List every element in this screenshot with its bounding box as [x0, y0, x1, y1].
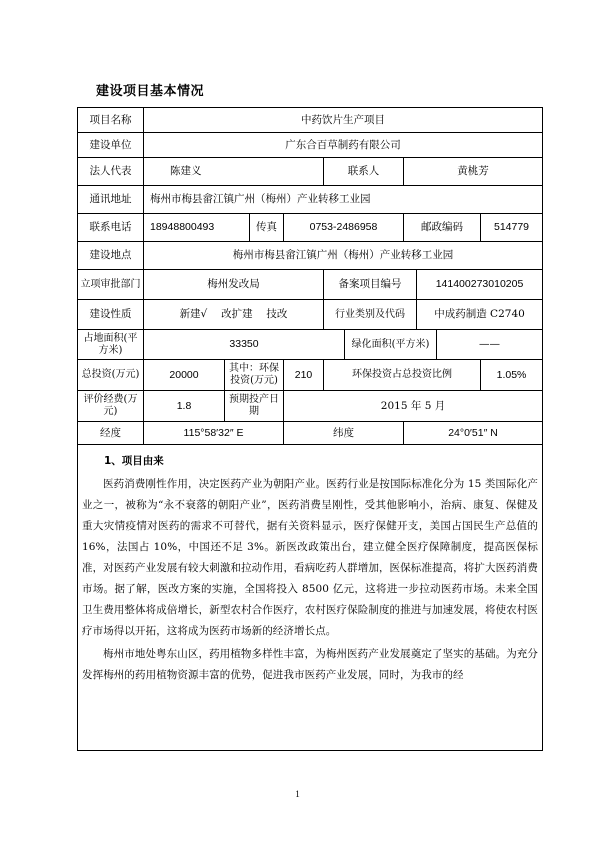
label-construction-unit: 建设单位: [78, 133, 144, 158]
value-total-investment: 20000: [144, 360, 225, 391]
paragraph-2: 梅州市地处粤东山区，药用植物多样性丰富，为梅州医药产业发展奠定了坚实的基础。为充分发挥梅州的药用植物资源丰富的优势，促进我市医药产业发展，同时，为我市的经: [82, 648, 539, 681]
value-address: 梅州市梅县畲江镇广州（梅州）产业转移工业园: [144, 186, 543, 214]
page-number: 1: [295, 789, 300, 799]
value-fax: 0753-2486958: [284, 214, 404, 242]
row-area: [78, 330, 543, 360]
label-green-area: 绿化面积(平方米): [345, 330, 437, 360]
label-contact: 联系人: [324, 158, 404, 186]
row-construction-unit: [78, 133, 543, 158]
row-investment: [78, 360, 543, 391]
value-land-area: 33350: [144, 330, 345, 360]
value-env-investment: 210: [284, 360, 324, 391]
label-env-ratio: 环保投资占总投资比例: [324, 360, 481, 391]
row-phone: [78, 214, 543, 242]
value-legal-rep: 陈建义: [144, 158, 324, 186]
row-project-origin: [78, 445, 543, 751]
label-nature: 建设性质: [78, 300, 144, 330]
section-title: 1、项目由来: [104, 455, 164, 467]
row-site: [78, 242, 543, 270]
label-latitude: 纬度: [284, 422, 404, 445]
value-project-name: 中药饮片生产项目: [144, 108, 543, 133]
value-approval-dept: 梅州发改局: [144, 270, 324, 300]
row-review-fee: [78, 391, 543, 422]
label-approval-dept: 立项审批部门: [78, 270, 144, 300]
label-project-name: 项目名称: [78, 108, 144, 133]
value-green-area: ——: [437, 330, 543, 360]
label-postcode: 邮政编码: [404, 214, 481, 242]
label-record-no: 备案项目编号: [324, 270, 417, 300]
row-nature: [78, 300, 543, 330]
row-legal-rep: [78, 158, 543, 186]
section-heading: 建设项目基本情况: [96, 84, 205, 99]
value-longitude: 115°58′32″ E: [144, 422, 284, 445]
label-site: 建设地点: [78, 242, 144, 270]
paragraph-1: 医药消费刚性作用，决定医药产业为朝阳产业。医药行业是按国际标准化分为 15 类国际化产业之一，被称为“永不衰落的朝阳产业”，医药消费呈刚性，受其他影响小，治病、康复、保健及重大灾情疫情对医药的需求不可替代，据有关资料显示，医疗保健开支，美国占国民生产总值的 16%，法国占 10%，中国还不足 3%。新医改政策出台，建立健全医疗保障制度，提高医保标准，对医药产业发展有较大刺激和拉动作用，看病吃药人群增加，医保标准提高，将扩大医药消费市场。据了解，医改方案的实施，全国将投入 8500 亿元，这将进一步拉动医药市场。未来全国卫生费用整体将成倍增长，新型农村合作医疗，农村医疗保险制度的推进与加速发展，将使农村医疗市场得以开拓，这将成为医药市场新的经济增长点。: [82, 478, 539, 637]
label-address: 通讯地址: [78, 186, 144, 214]
value-env-ratio: 1.05%: [481, 360, 543, 391]
value-site: 梅州市梅县畲江镇广州（梅州）产业转移工业园: [144, 242, 543, 270]
value-industry: 中成药制造 C2740: [417, 300, 543, 330]
label-review-fee: 评价经费(万元): [78, 391, 144, 422]
row-coordinates: [78, 422, 543, 445]
label-phone: 联系电话: [78, 214, 144, 242]
value-latitude: 24°0′51″ N: [404, 422, 543, 445]
label-production-date: 预期投产日期: [225, 391, 284, 422]
value-production-date: 2015 年 5 月: [284, 391, 543, 422]
value-construction-unit: 广东合百草制药有限公司: [144, 133, 543, 158]
label-longitude: 经度: [78, 422, 144, 445]
value-review-fee: 1.8: [144, 391, 225, 422]
value-record-no: 141400273010205: [417, 270, 543, 300]
project-origin-cell: [78, 445, 543, 751]
label-total-investment: 总投资(万元): [78, 360, 144, 391]
value-postcode: 514779: [481, 214, 543, 242]
value-phone: 18948800493: [144, 214, 250, 242]
row-approval: [78, 270, 543, 300]
label-land-area: 占地面积(平方米): [78, 330, 144, 360]
label-env-investment: 其中：环保投资(万元): [225, 360, 284, 391]
value-contact: 黄桃芳: [404, 158, 543, 186]
row-address: [78, 186, 543, 214]
project-info-table: [77, 107, 543, 751]
label-fax: 传真: [250, 214, 284, 242]
label-legal-rep: 法人代表: [78, 158, 144, 186]
value-nature: 新建√ 改扩建 技改: [144, 300, 324, 330]
label-industry: 行业类别及代码: [324, 300, 417, 330]
row-project-name: [78, 108, 543, 133]
